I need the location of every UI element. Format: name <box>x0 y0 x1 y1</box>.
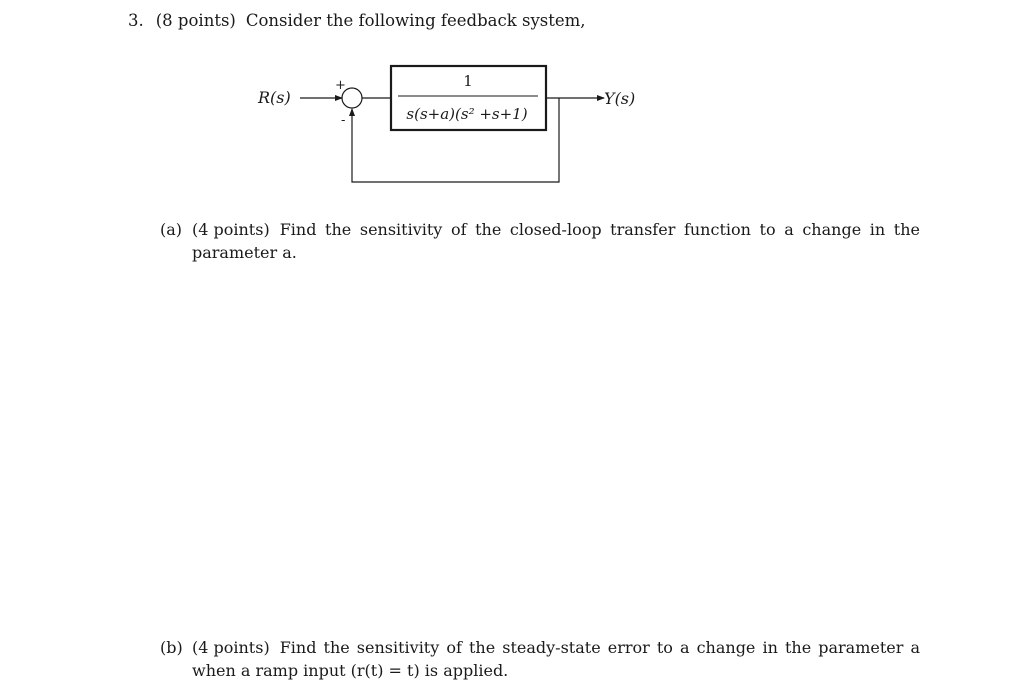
question-points: (8 points) <box>155 11 236 30</box>
transfer-denominator: s(s+a)(s² +s+1) <box>406 105 528 123</box>
input-label: R(s) <box>258 88 291 107</box>
question-number: 3. <box>128 11 144 30</box>
part-b-text-line1: Find the sensitivity of the steady-state error to a change in the parameter a <box>279 638 920 657</box>
part-a-label: (a) <box>160 220 183 239</box>
question-text: Consider the following feedback system, <box>245 11 586 30</box>
minus-sign: - <box>341 113 346 128</box>
plus-sign: + <box>335 78 346 93</box>
part-a <box>160 218 920 264</box>
part-a-text-line2: parameter a. <box>192 243 297 262</box>
transfer-numerator: 1 <box>463 72 473 90</box>
part-b-text-line2: when a ramp input (r(t) = t) is applied. <box>192 661 509 680</box>
part-b-label: (b) <box>160 638 183 657</box>
output-label: Y(s) <box>604 89 636 108</box>
feedback-block-diagram <box>0 0 1024 200</box>
part-a-points: (4 points) <box>192 220 270 239</box>
part-a-text-line1: Find the sensitivity of the closed-loop transfer function to a change in the <box>279 220 920 239</box>
part-b <box>160 636 920 682</box>
part-b-points: (4 points) <box>192 638 270 657</box>
